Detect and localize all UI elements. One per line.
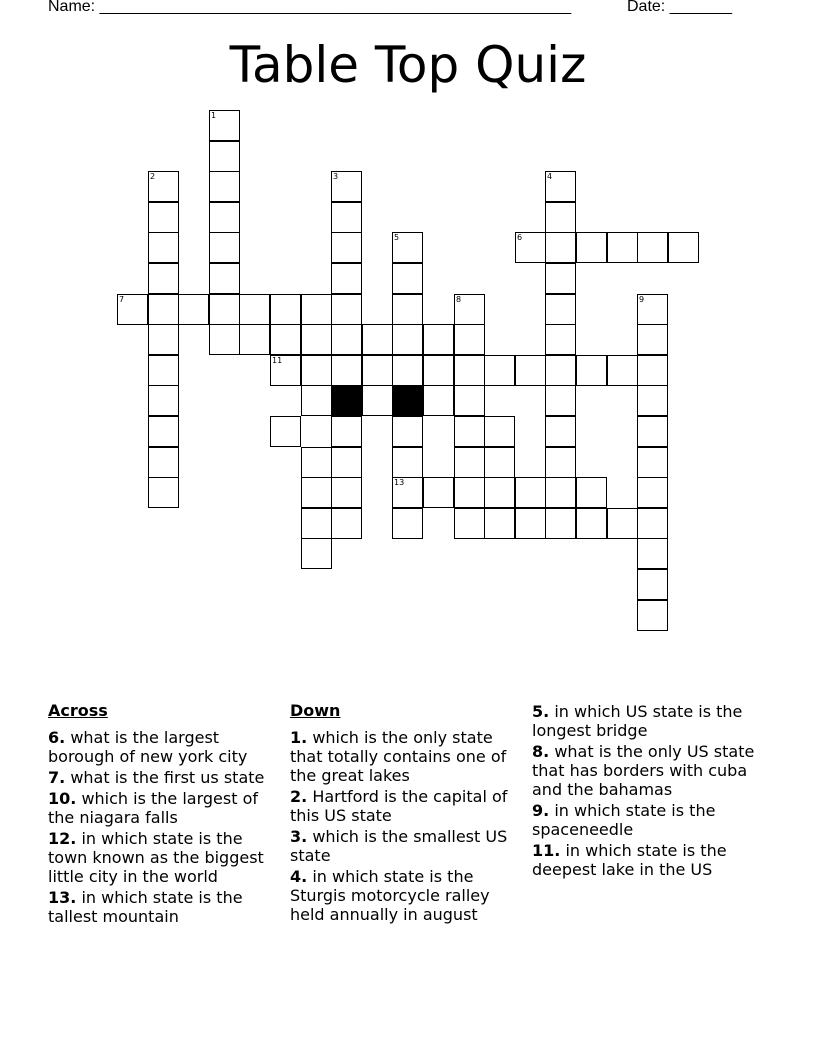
grid-cell[interactable] — [331, 416, 362, 447]
clue-number: 10. — [48, 789, 77, 808]
clue-number: 3. — [290, 827, 308, 846]
grid-cell[interactable] — [392, 447, 423, 478]
grid-cell[interactable] — [545, 324, 576, 355]
grid-cell[interactable] — [117, 294, 148, 325]
clue-item — [48, 789, 283, 827]
grid-cell[interactable] — [454, 508, 485, 539]
down-clue-list-continued — [532, 702, 757, 879]
grid-cell[interactable] — [362, 355, 393, 386]
clue-item — [48, 768, 283, 787]
clue-number-label: 1 — [211, 111, 217, 120]
grid-cell[interactable] — [209, 294, 240, 325]
clue-text: which is the largest of the niagara falls — [48, 789, 259, 827]
clue-number-label: 3 — [333, 172, 339, 181]
grid-cell[interactable] — [301, 324, 332, 355]
grid-cell[interactable] — [148, 232, 179, 263]
grid-cell[interactable] — [392, 416, 423, 447]
grid-cell[interactable] — [545, 294, 576, 325]
grid-cell[interactable] — [148, 416, 179, 447]
clue-text: in which state is the spaceneedle — [532, 801, 716, 839]
grid-cell[interactable] — [148, 294, 179, 325]
grid-cell[interactable] — [637, 416, 668, 447]
clue-text: in which US state is the longest bridge — [532, 702, 743, 740]
grid-cell[interactable] — [545, 171, 576, 202]
grid-cell[interactable] — [362, 324, 393, 355]
clue-item — [532, 801, 757, 839]
grid-cell[interactable] — [637, 538, 668, 569]
grid-cell[interactable] — [148, 385, 179, 416]
grid-cell[interactable] — [209, 171, 240, 202]
clue-item — [290, 827, 525, 865]
page-title: Table Top Quiz — [229, 36, 587, 94]
clue-item — [290, 787, 525, 825]
clue-number-label: 8 — [456, 295, 462, 304]
clue-number: 9. — [532, 801, 550, 820]
clue-text: what is the largest borough of new york city — [48, 728, 248, 766]
grid-cell[interactable] — [331, 294, 362, 325]
grid-cell[interactable] — [545, 355, 576, 386]
clue-text: what is the first us state — [70, 768, 265, 787]
grid-cell[interactable] — [454, 477, 485, 508]
grid-cell[interactable] — [392, 232, 423, 263]
grid-cell[interactable] — [454, 447, 485, 478]
grid-cell[interactable] — [270, 416, 301, 447]
grid-cell[interactable] — [576, 508, 607, 539]
grid-cell[interactable] — [392, 324, 423, 355]
grid-cell[interactable] — [484, 355, 515, 386]
grid-cell[interactable] — [301, 294, 332, 325]
clue-text: in which state is the tallest mountain — [48, 888, 243, 926]
grid-cell[interactable] — [515, 232, 546, 263]
grid-cell[interactable] — [484, 477, 515, 508]
clue-text: which is the only state that totally contains one of the great lakes — [290, 728, 507, 785]
grid-cell[interactable] — [637, 569, 668, 600]
grid-cell[interactable] — [178, 294, 209, 325]
clue-text: in which state is the town known as the biggest little city in the world — [48, 829, 264, 886]
grid-cell[interactable] — [423, 324, 454, 355]
grid-cell[interactable] — [209, 202, 240, 233]
grid-cell[interactable] — [239, 324, 270, 355]
grid-cell[interactable] — [545, 477, 576, 508]
grid-cell[interactable] — [392, 355, 423, 386]
grid-cell[interactable] — [545, 232, 576, 263]
grid-cell[interactable] — [392, 294, 423, 325]
grid-cell[interactable] — [209, 263, 240, 294]
black-square — [331, 385, 362, 416]
grid-cell[interactable] — [545, 447, 576, 478]
grid-cell[interactable] — [331, 171, 362, 202]
clue-number-label: 5 — [394, 233, 400, 242]
grid-cell[interactable] — [331, 232, 362, 263]
clue-number: 2. — [290, 787, 308, 806]
grid-cell[interactable] — [148, 171, 179, 202]
grid-cell[interactable] — [301, 385, 332, 416]
grid-cell[interactable] — [301, 447, 332, 478]
clue-number: 13. — [48, 888, 77, 907]
grid-cell[interactable] — [301, 538, 332, 569]
grid-cell[interactable] — [484, 416, 515, 447]
clue-item — [48, 888, 283, 926]
grid-cell[interactable] — [668, 232, 699, 263]
down-clues — [290, 700, 525, 926]
grid-cell[interactable] — [454, 294, 485, 325]
grid-cell[interactable] — [392, 508, 423, 539]
grid-cell[interactable] — [148, 263, 179, 294]
down-clues-continued — [532, 702, 757, 881]
grid-cell[interactable] — [545, 202, 576, 233]
grid-cell[interactable] — [301, 477, 332, 508]
grid-cell[interactable] — [209, 110, 240, 141]
clue-text: which is the smallest US state — [290, 827, 508, 865]
clue-number-label: 13 — [394, 478, 405, 487]
grid-cell[interactable] — [607, 508, 638, 539]
grid-cell[interactable] — [637, 508, 668, 539]
grid-cell[interactable] — [270, 355, 301, 386]
grid-cell[interactable] — [331, 477, 362, 508]
grid-cell[interactable] — [239, 294, 270, 325]
grid-cell[interactable] — [637, 232, 668, 263]
grid-cell[interactable] — [362, 385, 393, 416]
grid-cell[interactable] — [545, 385, 576, 416]
grid-cell[interactable] — [637, 447, 668, 478]
down-clue-list — [290, 728, 525, 924]
grid-cell[interactable] — [515, 477, 546, 508]
clue-item — [290, 867, 525, 924]
clue-number-label: 11 — [272, 356, 283, 365]
grid-cell[interactable] — [607, 355, 638, 386]
clue-item — [48, 728, 283, 766]
grid-cell[interactable] — [423, 385, 454, 416]
grid-cell[interactable] — [392, 263, 423, 294]
across-clues — [48, 700, 283, 928]
grid-cell[interactable] — [148, 447, 179, 478]
grid-cell[interactable] — [423, 477, 454, 508]
clue-number-label: 7 — [119, 295, 125, 304]
clue-number-label: 4 — [547, 172, 553, 181]
across-clue-list — [48, 728, 283, 926]
black-square — [392, 385, 423, 416]
grid-cell[interactable] — [637, 477, 668, 508]
grid-cell[interactable] — [331, 324, 362, 355]
grid-cell[interactable] — [423, 355, 454, 386]
clue-text: what is the only US state that has borders with cuba and the bahamas — [532, 742, 755, 799]
clue-number-label: 6 — [517, 233, 523, 242]
clue-item — [532, 841, 757, 879]
grid-cell[interactable] — [484, 508, 515, 539]
grid-cell[interactable] — [545, 263, 576, 294]
clue-text: in which state is the deepest lake in the US — [532, 841, 727, 879]
clue-item — [532, 702, 757, 740]
grid-cell[interactable] — [148, 477, 179, 508]
clue-number-label: 9 — [639, 295, 645, 304]
grid-cell[interactable] — [270, 324, 301, 355]
grid-cell[interactable] — [331, 355, 362, 386]
down-heading: Down — [290, 701, 341, 720]
grid-cell[interactable] — [515, 508, 546, 539]
clue-number: 11. — [532, 841, 561, 860]
grid-cell[interactable] — [454, 416, 485, 447]
grid-cell[interactable] — [331, 202, 362, 233]
grid-cell[interactable] — [576, 477, 607, 508]
grid-cell[interactable] — [209, 232, 240, 263]
clue-number: 4. — [290, 867, 308, 886]
grid-cell[interactable] — [454, 385, 485, 416]
grid-cell[interactable] — [545, 508, 576, 539]
grid-cell[interactable] — [454, 324, 485, 355]
grid-cell[interactable] — [331, 447, 362, 478]
clue-number-label: 2 — [150, 172, 156, 181]
across-heading: Across — [48, 701, 108, 720]
grid-cell[interactable] — [607, 232, 638, 263]
grid-cell[interactable] — [637, 355, 668, 386]
clue-number: 12. — [48, 829, 77, 848]
clue-number: 6. — [48, 728, 66, 747]
grid-cell[interactable] — [148, 202, 179, 233]
clue-text: Hartford is the capital of this US state — [290, 787, 508, 825]
grid-cell[interactable] — [392, 477, 423, 508]
grid-cell[interactable] — [576, 232, 607, 263]
grid-cell[interactable] — [484, 447, 515, 478]
grid-cell[interactable] — [637, 294, 668, 325]
date-field-label: Date: _______ — [627, 0, 732, 15]
name-field-label: Name: _____________________________________________________ — [48, 0, 572, 15]
grid-cell[interactable] — [637, 324, 668, 355]
grid-cell[interactable] — [637, 385, 668, 416]
grid-cell[interactable] — [515, 355, 546, 386]
grid-cell[interactable] — [301, 355, 332, 386]
clue-number: 5. — [532, 702, 550, 721]
grid-cell[interactable] — [454, 355, 485, 386]
grid-cell[interactable] — [637, 600, 668, 631]
grid-cell[interactable] — [331, 508, 362, 539]
grid-cell[interactable] — [576, 355, 607, 386]
grid-cell[interactable] — [545, 416, 576, 447]
clue-item — [532, 742, 757, 799]
clue-number: 1. — [290, 728, 308, 747]
grid-cell[interactable] — [148, 324, 179, 355]
clue-text: in which state is the Sturgis motorcycle ralley held annually in august — [290, 867, 490, 924]
grid-cell[interactable] — [301, 508, 332, 539]
clue-item — [48, 829, 283, 886]
grid-cell[interactable] — [331, 263, 362, 294]
clue-item — [290, 728, 525, 785]
grid-cell[interactable] — [209, 324, 240, 355]
grid-cell[interactable] — [209, 141, 240, 172]
grid-cell[interactable] — [270, 294, 301, 325]
clue-number: 8. — [532, 742, 550, 761]
clue-number: 7. — [48, 768, 66, 787]
grid-cell[interactable] — [148, 355, 179, 386]
